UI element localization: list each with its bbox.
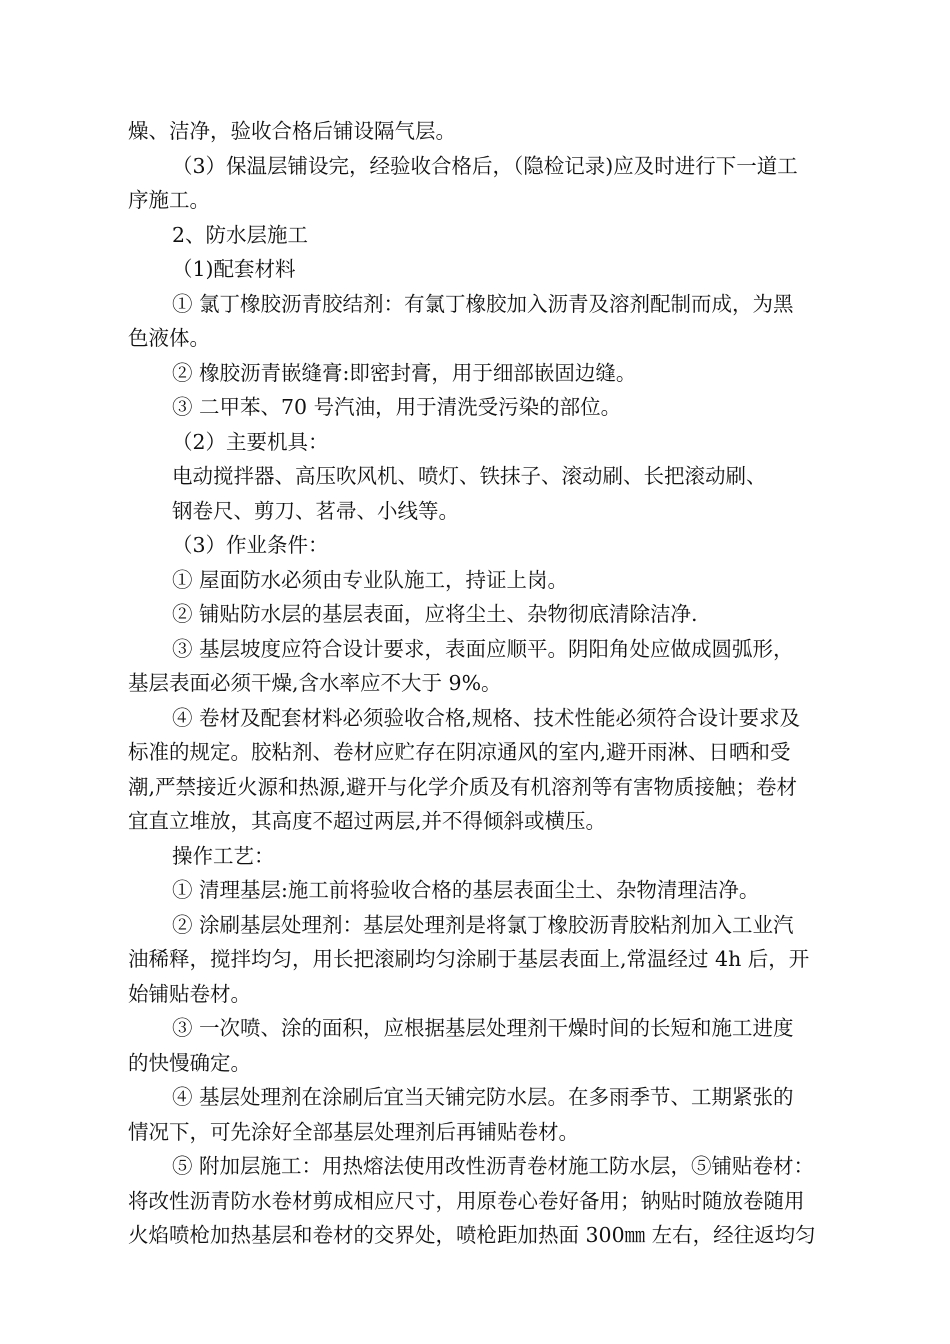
paragraph-line: （3）保温层铺设完，经验收合格后，（隐检记录)应及时进行下一道工 xyxy=(172,153,798,178)
document-body xyxy=(128,114,868,1253)
paragraph-line: ③ 一次喷、涂的面积，应根据基层处理剂干燥时间的长短和施工进度 xyxy=(172,1016,794,1040)
paragraph-line: 始铺贴卷材。 xyxy=(128,981,251,1006)
paragraph-line: ④ 卷材及配套材料必须验收合格,规格、技术性能必须符合设计要求及 xyxy=(172,705,801,730)
paragraph-line: 宜直立堆放，其高度不超过两层,并不得倾斜或横压。 xyxy=(128,809,607,833)
paragraph-line: ① 氯丁橡胶沥青胶结剂：有氯丁橡胶加入沥青及溶剂配制而成，为黑 xyxy=(172,291,794,316)
paragraph-line: 标准的规定。胶粘剂、卷材应贮存在阴凉通风的室内,避开雨淋、日晒和受 xyxy=(128,740,791,764)
paragraph-line: ④ 基层处理剂在涂刷后宜当天铺完防水层。在多雨季节、工期紧张的 xyxy=(172,1085,794,1109)
paragraph-line: ② 橡胶沥青嵌缝膏:即密封膏，用于细部嵌固边缝。 xyxy=(172,360,637,385)
subsection-heading: （3）作业条件： xyxy=(172,533,329,557)
paragraph-line: 的快慢确定。 xyxy=(128,1050,251,1075)
paragraph-line: 情况下，可先涂好全部基层处理剂后再铺贴卷材。 xyxy=(128,1119,579,1144)
paragraph-line: ③ 二甲苯、70 号汽油，用于清洗受污染的部位。 xyxy=(172,395,622,419)
paragraph-line: 色液体。 xyxy=(128,326,210,350)
subsection-heading: 操作工艺： xyxy=(172,843,275,868)
paragraph-line: ⑤ 附加层施工：用热熔法使用改性沥青卷材施工防水层，⑤铺贴卷材： xyxy=(172,1154,815,1178)
subsection-heading: （2）主要机具： xyxy=(172,429,329,454)
paragraph-line: 燥、洁净，验收合格后铺设隔气层。 xyxy=(128,119,456,143)
paragraph-line: ① 清理基层:施工前将验收合格的基层表面尘土、杂物清理洁净。 xyxy=(172,878,760,902)
paragraph-line: 潮,严禁接近火源和热源,避开与化学介质及有机溶剂等有害物质接触；卷材 xyxy=(128,774,798,799)
paragraph-line: 油稀释，搅拌均匀，用长把滚刷均匀涂刷于基层表面上,常温经过 4h 后，开 xyxy=(128,947,810,971)
paragraph-line: 将改性沥青防水卷材剪成相应尺寸，用原卷心卷好备用；钠贴时随放卷随用 xyxy=(128,1188,805,1213)
paragraph-line: 钢卷尺、剪刀、茗帚、小线等。 xyxy=(172,498,459,523)
paragraph-line: ① 屋面防水必须由专业队施工，持证上岗。 xyxy=(172,567,569,592)
paragraph-line: 序施工。 xyxy=(128,188,210,212)
paragraph-line: ③ 基层坡度应符合设计要求，表面应顺平。阴阳角处应做成圆弧形， xyxy=(172,636,794,661)
section-heading: 2、防水层施工 xyxy=(172,222,309,247)
paragraph-line: ② 铺贴防水层的基层表面，应将尘土、杂物彻底清除洁净. xyxy=(172,602,698,626)
paragraph-line: ② 涂刷基层处理剂：基层处理剂是将氯丁橡胶沥青胶粘剂加入工业汽 xyxy=(172,912,794,937)
subsection-heading: （1)配套材料 xyxy=(172,257,296,281)
paragraph-line: 火焰喷枪加热基层和卷材的交界处，喷枪距加热面 300㎜ 左右，经往返均匀 xyxy=(128,1223,816,1247)
paragraph-line: 电动搅拌器、高压吹风机、喷灯、铁抹子、滚动刷、长把滚动刷、 xyxy=(172,464,767,488)
paragraph-line: 基层表面必须干燥,含水率应不大于 9%。 xyxy=(128,671,502,695)
